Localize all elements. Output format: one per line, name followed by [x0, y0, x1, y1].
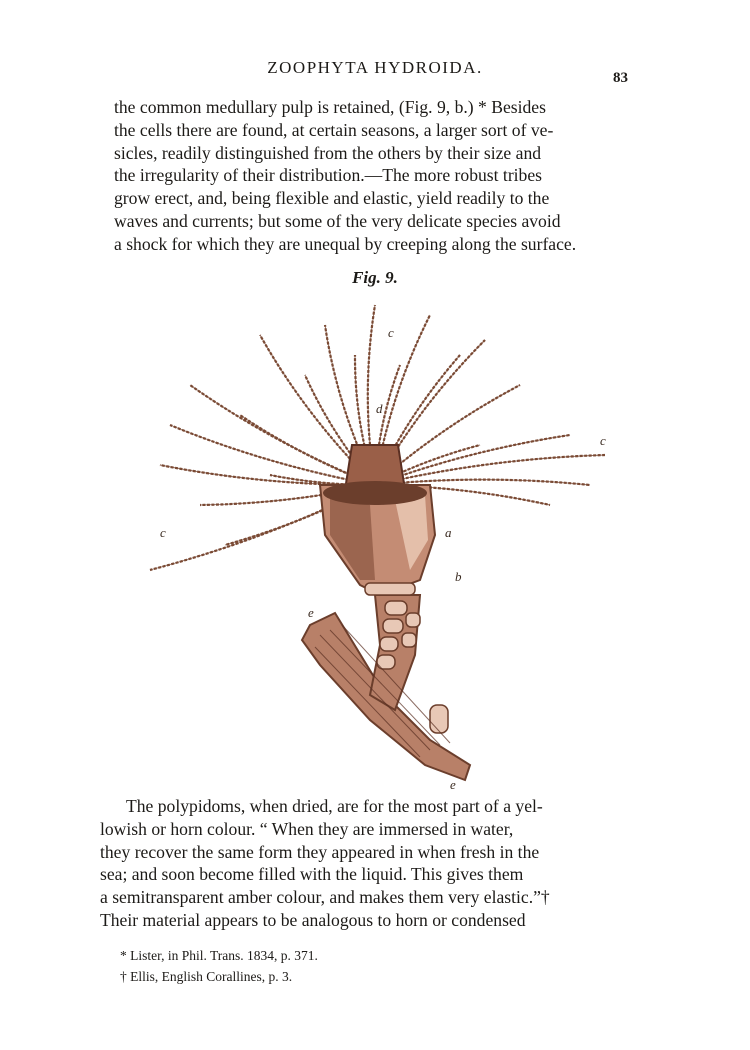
text-line: sea; and soon become filled with the liquid. This gives them — [100, 864, 524, 885]
label-a: a — [445, 525, 452, 540]
text-line: Their material appears to be analogous to horn or condensed — [100, 909, 526, 930]
label-e-upper: e — [308, 605, 314, 620]
text-line: sicles, readily distinguished from the others by their size and — [114, 142, 542, 163]
label-c-right: c — [600, 433, 606, 448]
bottom-paragraph — [100, 795, 630, 932]
label-c-left: c — [160, 525, 166, 540]
text-line: lowish or horn colour. “ When they are immersed in water, — [100, 818, 514, 839]
text-line: waves and currents; but some of the very delicate species avoid — [114, 210, 561, 231]
text-line: the cells there are found, at certain seasons, a larger sort of ve- — [114, 119, 554, 140]
tentacle — [170, 425, 375, 485]
text-line: the common medullary pulp is retained, (Fig. 9, b.) * Besides — [114, 97, 546, 117]
text-line: a semitransparent amber colour, and makes them very elastic.”† — [100, 887, 550, 908]
label-c-top: c — [388, 325, 394, 340]
polyp-band — [365, 583, 415, 595]
text-line: the irregularity of their distribution.—The more robust tribes — [114, 165, 543, 186]
footnote-1: * Lister, in Phil. Trans. 1834, p. 371. — [120, 948, 318, 963]
zoophyte-drawing — [130, 295, 630, 795]
tentacle — [160, 465, 375, 485]
tentacle-core — [170, 425, 375, 485]
label-b: b — [455, 569, 462, 584]
text-line: they recover the same form they appeared in when fresh in the — [100, 841, 540, 862]
figure-caption: Fig. 9. — [352, 268, 398, 287]
text-line: The polypidoms, when dried, are for the most part of a yel- — [126, 796, 543, 816]
footnotes — [120, 945, 620, 987]
label-e-lower: e — [450, 777, 456, 792]
polyp-body-shade — [330, 495, 375, 580]
running-title: ZOOPHYTA HYDROIDA. — [267, 58, 483, 77]
tentacle-core — [160, 465, 375, 485]
label-d: d — [376, 401, 383, 416]
text-line: a shock for which they are unequal by creeping along the surface. — [114, 233, 577, 254]
zoophyte-illustration — [130, 295, 630, 795]
polyp-mouth — [323, 481, 427, 505]
page-number: 83 — [613, 70, 628, 86]
text-line: grow erect, and, being flexible and elastic, yield readily to the — [114, 188, 550, 209]
footnote-2: † Ellis, English Corallines, p. 3. — [120, 969, 293, 984]
top-paragraph — [114, 96, 644, 256]
